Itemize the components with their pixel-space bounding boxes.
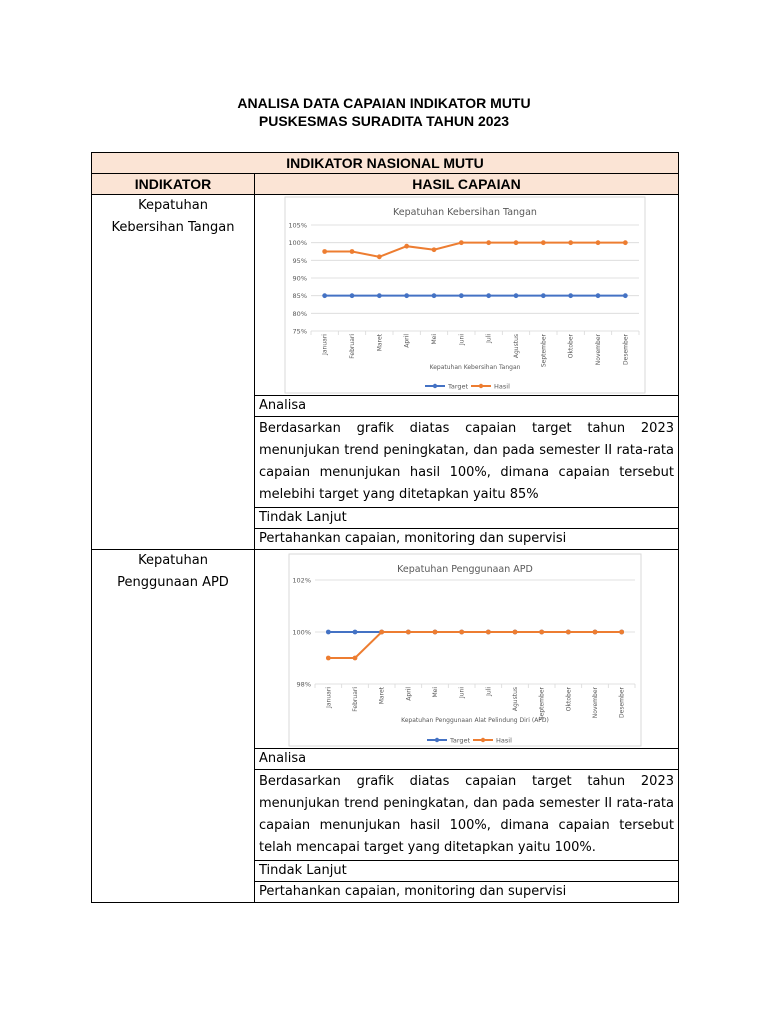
x-tick-label: Juni	[458, 334, 466, 346]
x-tick-label: Januari	[325, 687, 333, 708]
data-point-target	[353, 630, 358, 635]
data-point-hasil	[514, 240, 519, 245]
data-point-target	[514, 293, 519, 298]
x-tick-label: Oktober	[567, 334, 575, 359]
x-tick-label: Maret	[378, 687, 386, 705]
data-point-hasil	[377, 254, 382, 259]
legend-marker-hasil	[481, 738, 485, 742]
x-tick-label: September	[538, 687, 546, 721]
tindak-lanjut-text: Pertahankan capaian, monitoring dan supervisi	[255, 882, 679, 903]
x-tick-label: Februari	[352, 687, 359, 712]
data-point-hasil	[432, 247, 437, 252]
x-tick-label: Desember	[622, 334, 630, 365]
data-point-hasil	[593, 630, 598, 635]
data-point-target	[486, 293, 491, 298]
legend-marker-target	[433, 384, 437, 388]
x-tick-label: Mei	[431, 334, 438, 345]
x-tick-label: Februari	[349, 334, 356, 359]
col-header-hasil: HASIL CAPAIAN	[255, 174, 679, 195]
data-point-target	[623, 293, 628, 298]
x-tick-label: Juli	[485, 334, 493, 343]
data-point-hasil	[541, 240, 546, 245]
chart-title: Kepatuhan Kebersihan Tangan	[393, 207, 537, 218]
data-point-hasil	[326, 656, 331, 661]
doc-title-line1: ANALISA DATA CAPAIAN INDIKATOR MUTU	[237, 95, 531, 111]
data-point-hasil	[568, 240, 573, 245]
legend-label: Target	[448, 382, 469, 391]
legend-marker-hasil	[479, 384, 483, 388]
data-point-hasil	[596, 240, 601, 245]
analisa-text: Berdasarkan grafik diatas capaian target tahun 2023 menunjukan trend peningkatan, dan pada semester II rata-rata capaian menunjukan hasil 100%, dimana capaian tersebut melebihi target yang ditetapkan yaitu 85%	[255, 417, 679, 508]
analisa-label: Analisa	[255, 396, 679, 417]
data-point-target	[541, 293, 546, 298]
data-point-hasil	[379, 630, 384, 635]
x-tick-label: November	[595, 334, 602, 366]
data-point-hasil	[433, 630, 438, 635]
legend-marker-target	[435, 738, 439, 742]
legend-label: Hasil	[496, 736, 512, 745]
data-point-target	[459, 293, 464, 298]
data-point-target	[404, 293, 409, 298]
x-tick-label: September	[540, 334, 548, 368]
chart-cell	[255, 195, 679, 396]
x-axis-title: Kepatuhan Kebersihan Tangan	[429, 364, 521, 371]
data-point-hasil	[566, 630, 571, 635]
y-tick-label: 80%	[292, 309, 307, 318]
legend-label: Hasil	[494, 382, 510, 391]
y-tick-label: 102%	[292, 576, 311, 585]
data-point-hasil	[539, 630, 544, 635]
x-tick-label: Mei	[432, 687, 439, 698]
table-main-header: INDIKATOR NASIONAL MUTU	[92, 153, 679, 174]
indikator-name: Kepatuhan Kebersihan Tangan	[92, 195, 255, 550]
indikator-name: Kepatuhan Penggunaan APD	[92, 550, 255, 903]
data-point-target	[377, 293, 382, 298]
legend-label: Target	[450, 736, 471, 745]
data-point-target	[322, 293, 327, 298]
data-point-hasil	[404, 244, 409, 249]
indicator-table	[91, 152, 679, 903]
data-point-hasil	[486, 630, 491, 635]
x-tick-label: Oktober	[565, 687, 573, 712]
x-tick-label: Juli	[485, 687, 493, 696]
doc-title-line2: PUSKESMAS SURADITA TAHUN 2023	[258, 113, 510, 129]
line-chart-kebersihan-tangan	[255, 195, 679, 395]
y-tick-label: 98%	[296, 680, 311, 689]
x-tick-label: Agustus	[512, 687, 519, 712]
chart-cell	[255, 550, 679, 749]
x-tick-label: April	[403, 334, 411, 348]
y-tick-label: 75%	[292, 327, 307, 336]
y-tick-label: 100%	[292, 628, 311, 637]
data-point-target	[432, 293, 437, 298]
x-tick-label: Maret	[376, 334, 384, 352]
col-header-indikator: INDIKATOR	[92, 174, 255, 195]
data-point-hasil	[350, 249, 355, 254]
chart-title: Kepatuhan Penggunaan APD	[397, 564, 533, 575]
y-tick-label: 85%	[292, 292, 307, 301]
data-point-target	[568, 293, 573, 298]
data-point-hasil	[322, 249, 327, 254]
analisa-label: Analisa	[255, 749, 679, 770]
data-point-target	[350, 293, 355, 298]
tindak-lanjut-label: Tindak Lanjut	[255, 861, 679, 882]
x-tick-label: Desember	[618, 687, 626, 718]
data-point-hasil	[619, 630, 624, 635]
tindak-lanjut-label: Tindak Lanjut	[255, 508, 679, 529]
data-point-target	[596, 293, 601, 298]
x-tick-label: Agustus	[513, 334, 520, 359]
data-point-hasil	[623, 240, 628, 245]
x-tick-label: Januari	[321, 334, 329, 355]
x-tick-label: November	[592, 687, 599, 719]
data-point-hasil	[406, 630, 411, 635]
data-point-hasil	[486, 240, 491, 245]
tindak-lanjut-text: Pertahankan capaian, monitoring dan supervisi	[255, 529, 679, 550]
data-point-target	[326, 630, 331, 635]
y-tick-label: 90%	[292, 274, 307, 283]
data-point-hasil	[459, 630, 464, 635]
analisa-text: Berdasarkan grafik diatas capaian target tahun 2023 menunjukan trend peningkatan, dan pada semester II rata-rata capaian menunjukan hasil 100%, dimana capaian tersebut telah mencapai target yang ditetapkan yaitu 100%.	[255, 770, 679, 861]
data-point-hasil	[459, 240, 464, 245]
x-tick-label: Juni	[458, 687, 466, 699]
line-chart-penggunaan-apd	[255, 550, 679, 748]
data-point-hasil	[353, 656, 358, 661]
x-tick-label: April	[405, 687, 413, 701]
y-tick-label: 95%	[292, 256, 307, 265]
data-point-hasil	[513, 630, 518, 635]
y-tick-label: 105%	[288, 221, 307, 230]
x-axis-title: Kepatuhan Penggunaan Alat Pelindung Diri (APD)	[401, 717, 549, 724]
y-tick-label: 100%	[288, 239, 307, 248]
